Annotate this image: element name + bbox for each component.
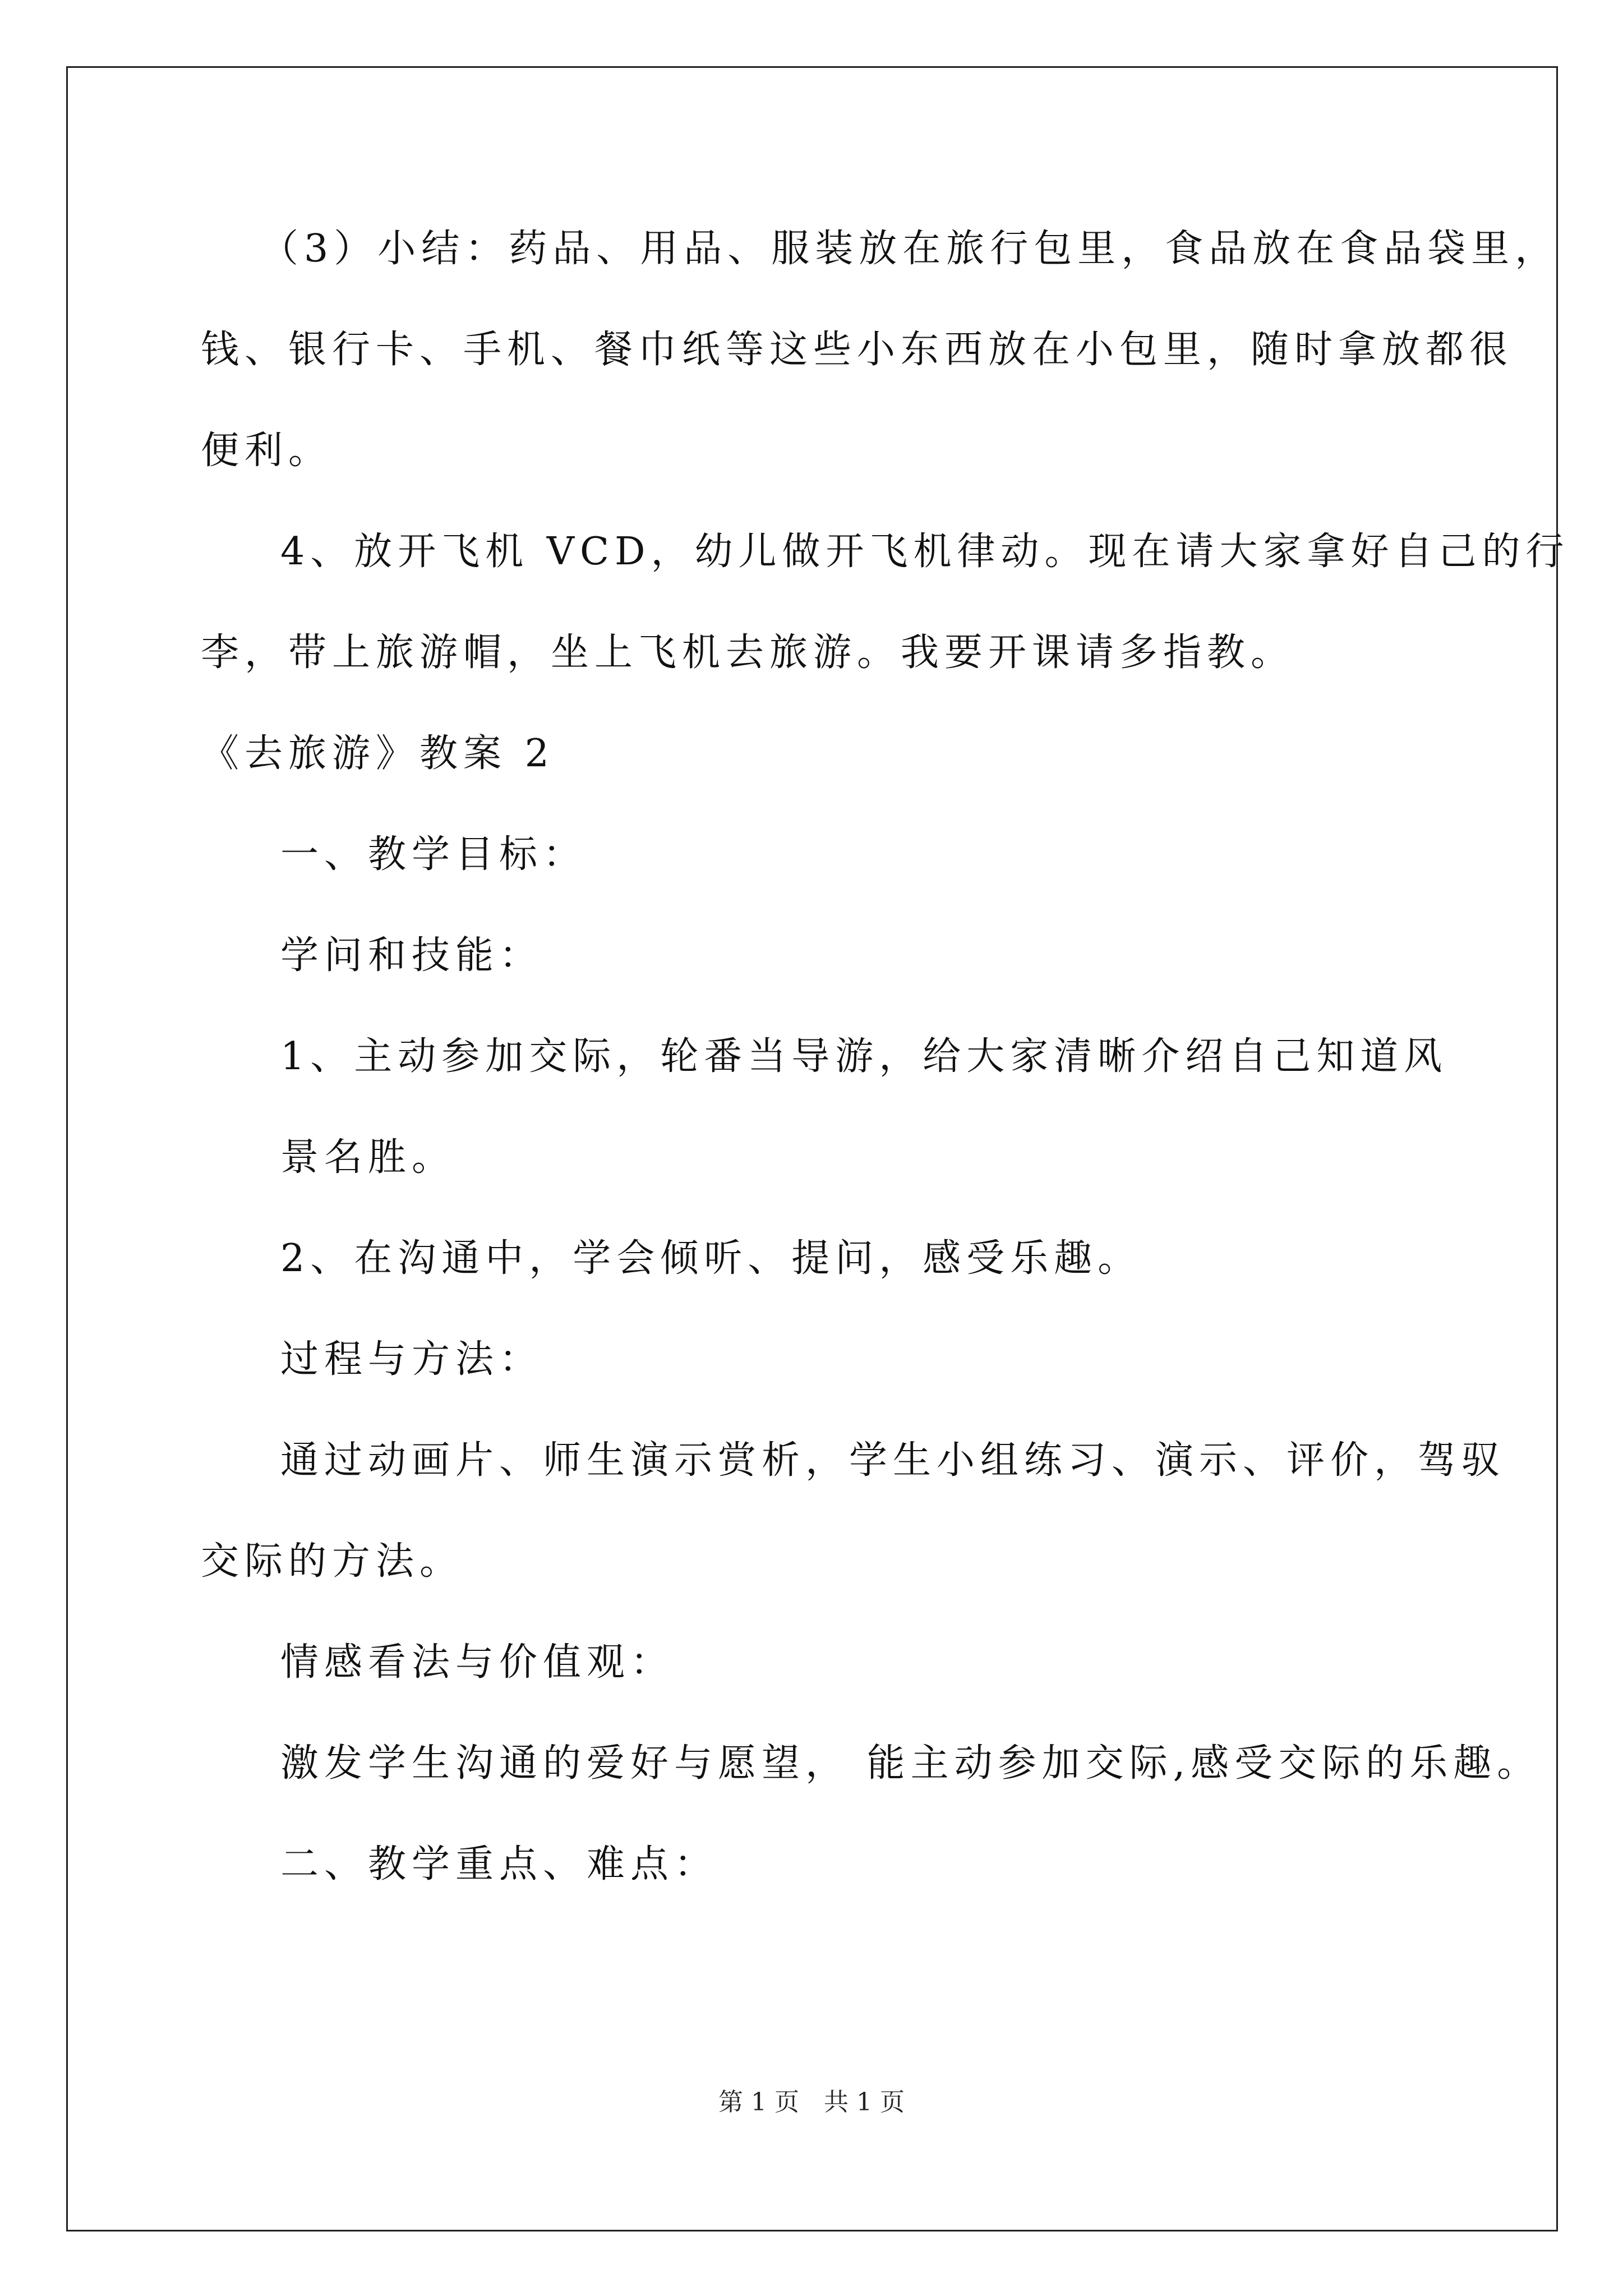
text-line: 一、教学目标：	[280, 832, 587, 877]
text-line: 1、主动参加交际，轮番当导游，给大家清晰介绍自己知道风	[280, 1034, 1448, 1079]
text-line: （3）小结：药品、用品、服装放在旅行包里，食品放在食品袋里，	[260, 227, 1559, 271]
text-line: 4、放开飞机 VCD，幼儿做开飞机律动。现在请大家拿好自己的行	[280, 530, 1570, 574]
text-line: 二、教学重点、难点：	[280, 1842, 718, 1887]
text-line: 学问和技能：	[280, 933, 543, 978]
text-line: 钱、银行卡、手机、餐巾纸等这些小东西放在小包里，随时拿放都很	[201, 328, 1514, 372]
text-line: 便利。	[201, 429, 333, 473]
page-footer: 第 1 页 共 1 页	[718, 2088, 905, 2116]
text-line: 2、在沟通中，学会倾听、提问，感受乐趣。	[280, 1236, 1142, 1281]
text-line: 交际的方法。	[201, 1539, 464, 1584]
text-line: 景名胜。	[280, 1135, 456, 1180]
text-line: 通过动画片、师生演示赏析，学生小组练习、演示、评价，驾驭	[280, 1438, 1506, 1483]
text-line: 情感看法与价值观：	[280, 1640, 675, 1685]
section-heading: 《去旅游》教案 2	[201, 731, 555, 776]
text-line: 李，带上旅游帽，坐上飞机去旅游。我要开课请多指教。	[201, 631, 1295, 675]
text-line: 激发学生沟通的爱好与愿望， 能主动参加交际,感受交际的乐趣。	[280, 1741, 1541, 1786]
text-line: 过程与方法：	[280, 1337, 543, 1382]
